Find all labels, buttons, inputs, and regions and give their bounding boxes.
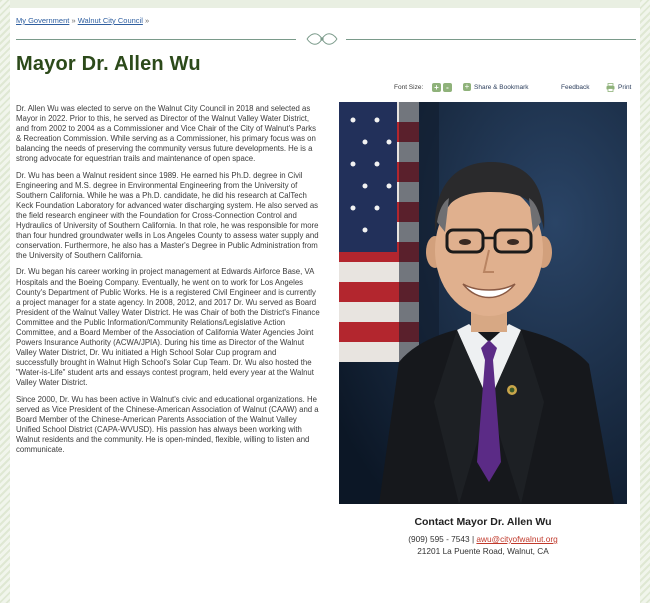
- divider-right: [346, 39, 636, 40]
- bio-paragraph: Dr. Wu has been a Walnut resident since 1989. He earned his Ph.D. degree in Civil Engineering and M.S. degree in Environmental Engineering from the University of Southern California. While he was a Ph.D. candidate, he did his research at CalTech Keck Foundation Laboratory for advanced water discharging system. He also served as the field research engineer with the Foundation for Cross-Connection Control and Hydraulics of University of Southern California. In that role, he was responsible for more than four hundred groundwater wells in Los Angeles County to assess water supply and conservation. Furthermore, he also has a Master's Degree in Public Administration from the University of Southern California.: [16, 170, 319, 261]
- bio-paragraph: Dr. Allen Wu was elected to serve on the Walnut City Council in 2018 and selected as Mayor in 2022. Prior to this, he served as Director of the Walnut Valley Water District, and from 2002 to 2004 as a Commissioner and Vice Chair of the City of Walnut's Parks & Recreation Commission. While serving as a Commissioner, his primary focus was on balancing the needs of preserving the community versus future developments. He is a strong advocate for equestrian trails and maintenance of open space.: [16, 104, 317, 164]
- share-plus-icon: +: [464, 82, 470, 91]
- minus-icon: -: [446, 83, 449, 92]
- share-bookmark-link[interactable]: Share & Bookmark: [474, 84, 529, 91]
- print-icon: [606, 83, 615, 92]
- breadcrumb-separator: »: [71, 16, 76, 25]
- right-border: [640, 0, 650, 603]
- contact-phone-email-line: [339, 534, 627, 544]
- breadcrumb-separator: »: [144, 16, 150, 25]
- contact-phone: (909) 595 - 7543: [408, 534, 470, 544]
- contact-address: 21201 La Puente Road, Walnut, CA: [417, 546, 549, 556]
- page-container: [10, 8, 640, 603]
- breadcrumb: [16, 16, 149, 25]
- contact-section: [339, 516, 627, 556]
- bio-paragraph: Since 2000, Dr. Wu has been active in Walnut's civic and educational organizations. He served as Vice President of the Chinese-American Association of Walnut (CAAW) and a Board Member of the Chinese-American Parents Association of the Walnut Valley Unified School District (CAPA-WVUSD). His passion has always been working with Walnut residents and the community. He is open-minded, flexible, willing to listen and communicate.: [16, 394, 319, 454]
- contact-email-link[interactable]: awu@cityofwalnut.org: [476, 534, 558, 544]
- breadcrumb-my-government[interactable]: My Government: [16, 16, 70, 25]
- plus-icon: +: [434, 83, 439, 92]
- font-size-label: Font Size:: [394, 84, 424, 91]
- mayor-portrait-photo: [339, 102, 627, 504]
- breadcrumb-walnut-city-council[interactable]: Walnut City Council: [77, 16, 143, 25]
- page-title: Mayor Dr. Allen Wu: [16, 53, 201, 75]
- contact-heading: Contact Mayor Dr. Allen Wu: [414, 516, 552, 528]
- bio-section: [16, 104, 320, 461]
- print-link[interactable]: Print: [618, 84, 632, 91]
- ornament-icon: [303, 30, 341, 48]
- page-tools: [10, 83, 640, 97]
- contact-separator: |: [471, 534, 475, 544]
- decrease-font-button[interactable]: [443, 83, 452, 92]
- bio-paragraph: Dr. Wu began his career working in project management at Edwards Airforce Base, VA Hospitals and the Boeing Company. Eventually, he went on to work for Los Angeles County's Department of Public Works. He is a registered Civil Engineer and is currently a project manager for a state agency. In 2008, 2012, and 2017 Dr. Wu served as Board President of the Walnut Valley Water District. He was Chair of both the District's Finance Committee and the Public Information/Community Relations/Legislative Action Committee, and a Board Member of the Association of California Water Agencies Joint Powers Insurance Authority (ACWA/JPIA). During his time as Director of the Walnut Valley Water District, Dr. Wu initiated a High School Solar Cup program and successfully brought in Walnut High School's Solar Cup Team. Dr. Wu also hosted the "Water-is-Life" student arts and essays contest program, held every year at the Walnut Valley Water District.: [16, 267, 320, 388]
- increase-font-button[interactable]: [432, 83, 441, 92]
- feedback-link[interactable]: Feedback: [561, 84, 590, 91]
- left-border: [0, 0, 10, 603]
- divider-left: [16, 39, 296, 40]
